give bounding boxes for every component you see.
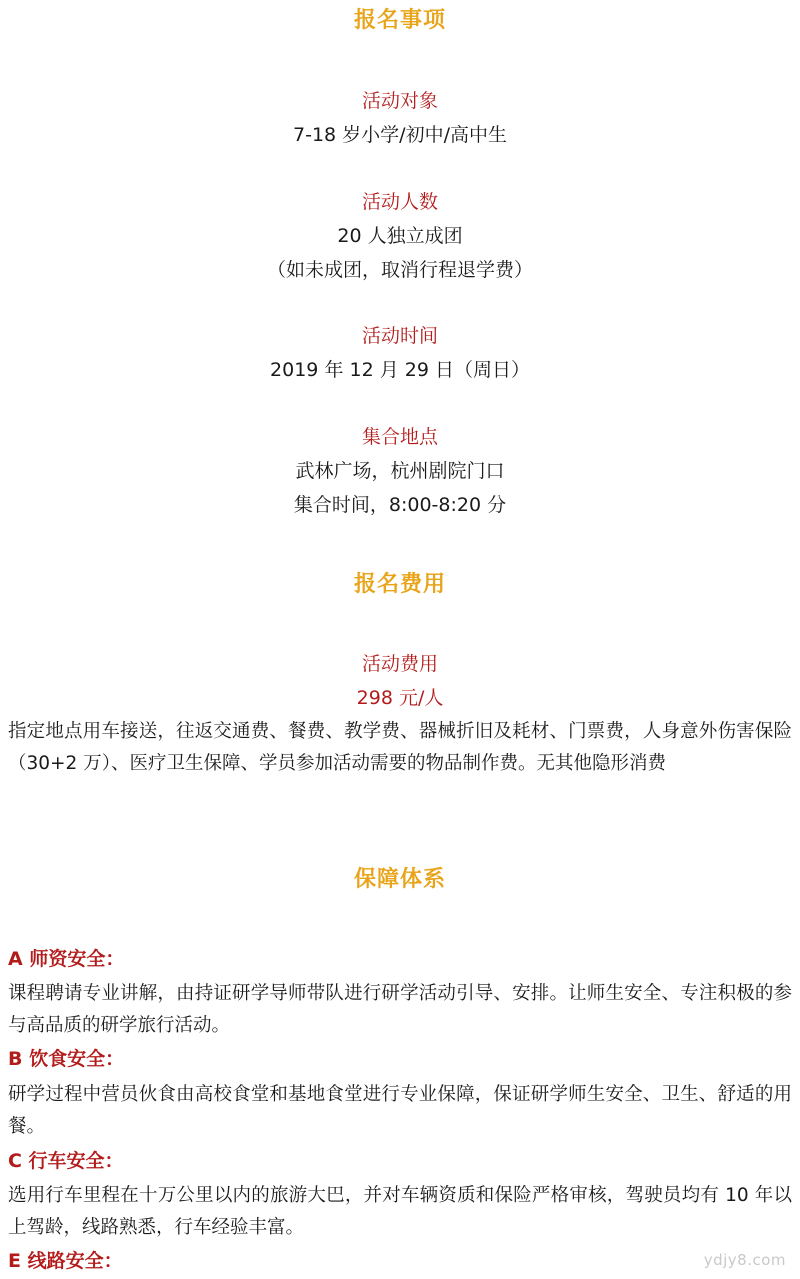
guarantee-heading-b: B 饮食安全： (8, 1048, 125, 1070)
guarantee-heading-e: E 线路安全： (8, 1250, 123, 1272)
fee-value: 298 元/人 (356, 687, 444, 709)
guarantee-heading-c: C 行车安全： (8, 1150, 124, 1172)
guarantee-text-b: 研学过程中营员伙食由高校食堂和基地食堂进行专业保障，保证研学师生安全、卫生、舒适的用餐。 (8, 1084, 792, 1137)
fee-label: 活动费用 (361, 653, 438, 675)
place-label: 集合地点 (361, 426, 438, 448)
time-label: 活动时间 (361, 325, 438, 347)
count-note: （如未成团，取消行程退学费） (266, 259, 533, 281)
target-value: 7-18 岁小学/初中/高中生 (293, 124, 507, 146)
gather-time: 集合时间，8:00-8:20 分 (293, 494, 507, 516)
count-label: 活动人数 (361, 191, 438, 213)
fee-description: 指定地点用车接送，往返交通费、餐费、教学费、器械折旧及耗材、门票费，人身意外伤害保险（30+2 万）、医疗卫生保障、学员参加活动需要的物品制作费。无其他隐形消费 (8, 721, 792, 774)
guarantee-heading-a: A 师资安全： (8, 948, 125, 970)
place-value: 武林广场，杭州剧院门口 (295, 460, 505, 482)
site-watermark: ydjy8.com (703, 1251, 786, 1269)
guarantee-text-a: 课程聘请专业讲解，由持证研学导师带队进行研学活动引导、安排。让师生安全、专注积极的参与高品质的研学旅行活动。 (8, 983, 792, 1036)
section-title-registration: 报名事项 (353, 8, 446, 33)
target-label: 活动对象 (361, 90, 438, 112)
section-title-fees: 报名费用 (353, 572, 446, 597)
guarantee-text-c: 选用行车里程在十万公里以内的旅游大巴，并对车辆资质和保险严格审核，驾驶员均有 10 年以上驾龄，线路熟悉，行车经验丰富。 (8, 1185, 792, 1238)
section-title-guarantee: 保障体系 (353, 867, 446, 892)
count-value: 20 人独立成团 (337, 225, 463, 247)
time-value: 2019 年 12 月 29 日（周日） (270, 359, 530, 381)
